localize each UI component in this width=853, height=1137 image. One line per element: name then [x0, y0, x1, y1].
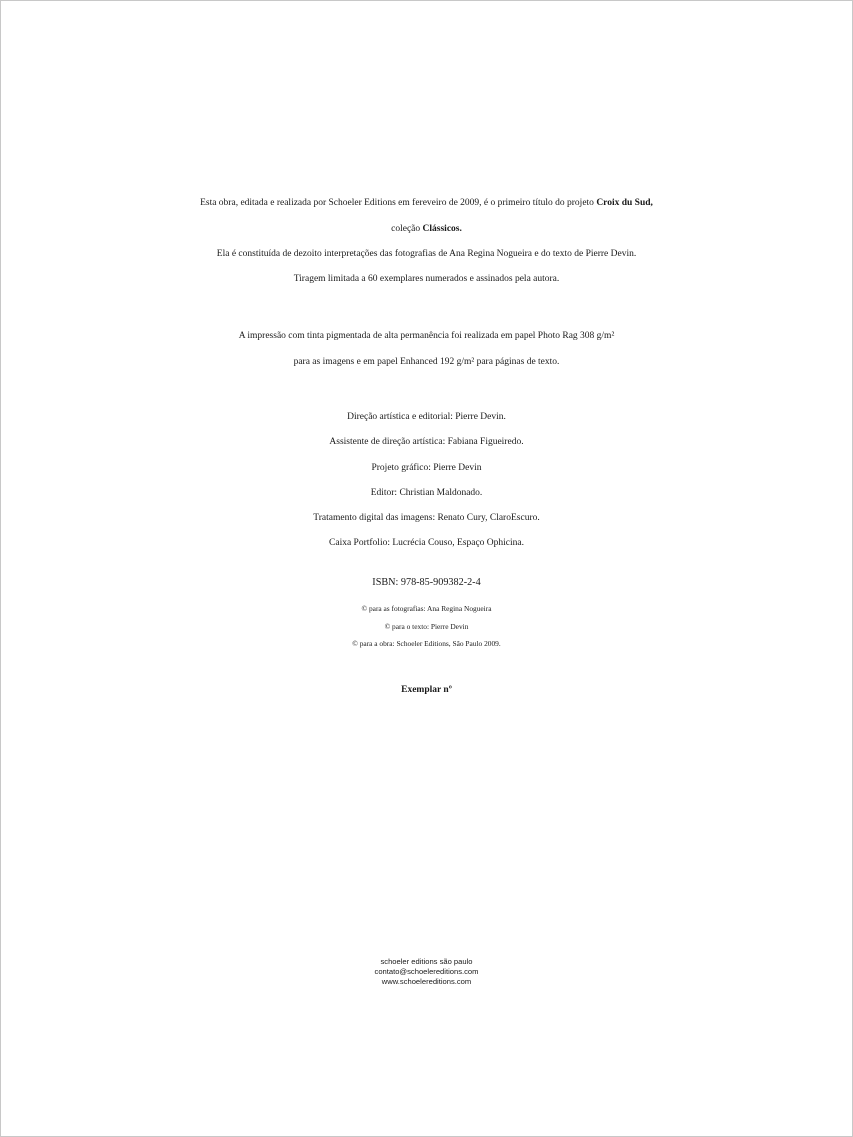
printing-line-1: A impressão com tinta pigmentada de alta permanência foi realizada em papel Photo Rag 308 g/m² [238, 331, 615, 341]
intro-line-2-text: coleção [391, 224, 423, 234]
credit-line: Tratamento digital das imagens: Renato Cury, ClaroEscuro. [313, 513, 540, 523]
footer-email: contato@schoelereditions.com [374, 967, 479, 976]
credit-line: Assistente de direção artística: Fabiana Figueiredo. [329, 437, 524, 447]
intro-line-1 [1, 199, 852, 209]
intro-line-3: Ela é constituída de dezoito interpretações das fotografias de Ana Regina Nogueira e do texto de Pierre Devin. [216, 249, 637, 259]
intro-line-1-text: Esta obra, editada e realizada por Schoeler Editions em fereveiro de 2009, é o primeiro título do projeto [200, 198, 597, 208]
copyright-line: © para as fotografias: Ana Regina Nogueira [361, 604, 492, 613]
footer-website: www.schoelereditions.com [381, 977, 472, 986]
credit-line: Caixa Portfolio: Lucrécia Couso, Espaço Ophicina. [329, 538, 524, 548]
isbn: ISBN: 978-85-909382-2-4 [372, 577, 481, 588]
intro-line-2 [1, 225, 852, 235]
credit-line: Projeto gráfico: Pierre Devin [371, 463, 482, 473]
copy-number-label: Exemplar nº [401, 685, 452, 695]
collection-title: Clássicos. [422, 224, 462, 234]
printing-line-2: para as imagens e em papel Enhanced 192 g/m² para páginas de texto. [293, 357, 560, 367]
footer-publisher: schoeler editions são paulo [380, 957, 473, 966]
intro-line-4: Tiragem limitada a 60 exemplares numerados e assinados pela autora. [293, 274, 560, 284]
credit-line: Direção artística e editorial: Pierre Devin. [347, 412, 506, 422]
copyright-line: © para o texto: Pierre Devin [384, 622, 469, 631]
copyright-line: © para a obra: Schoeler Editions, São Paulo 2009. [352, 639, 501, 648]
project-title: Croix du Sud, [596, 198, 653, 208]
credit-line: Editor: Christian Maldonado. [370, 488, 483, 498]
